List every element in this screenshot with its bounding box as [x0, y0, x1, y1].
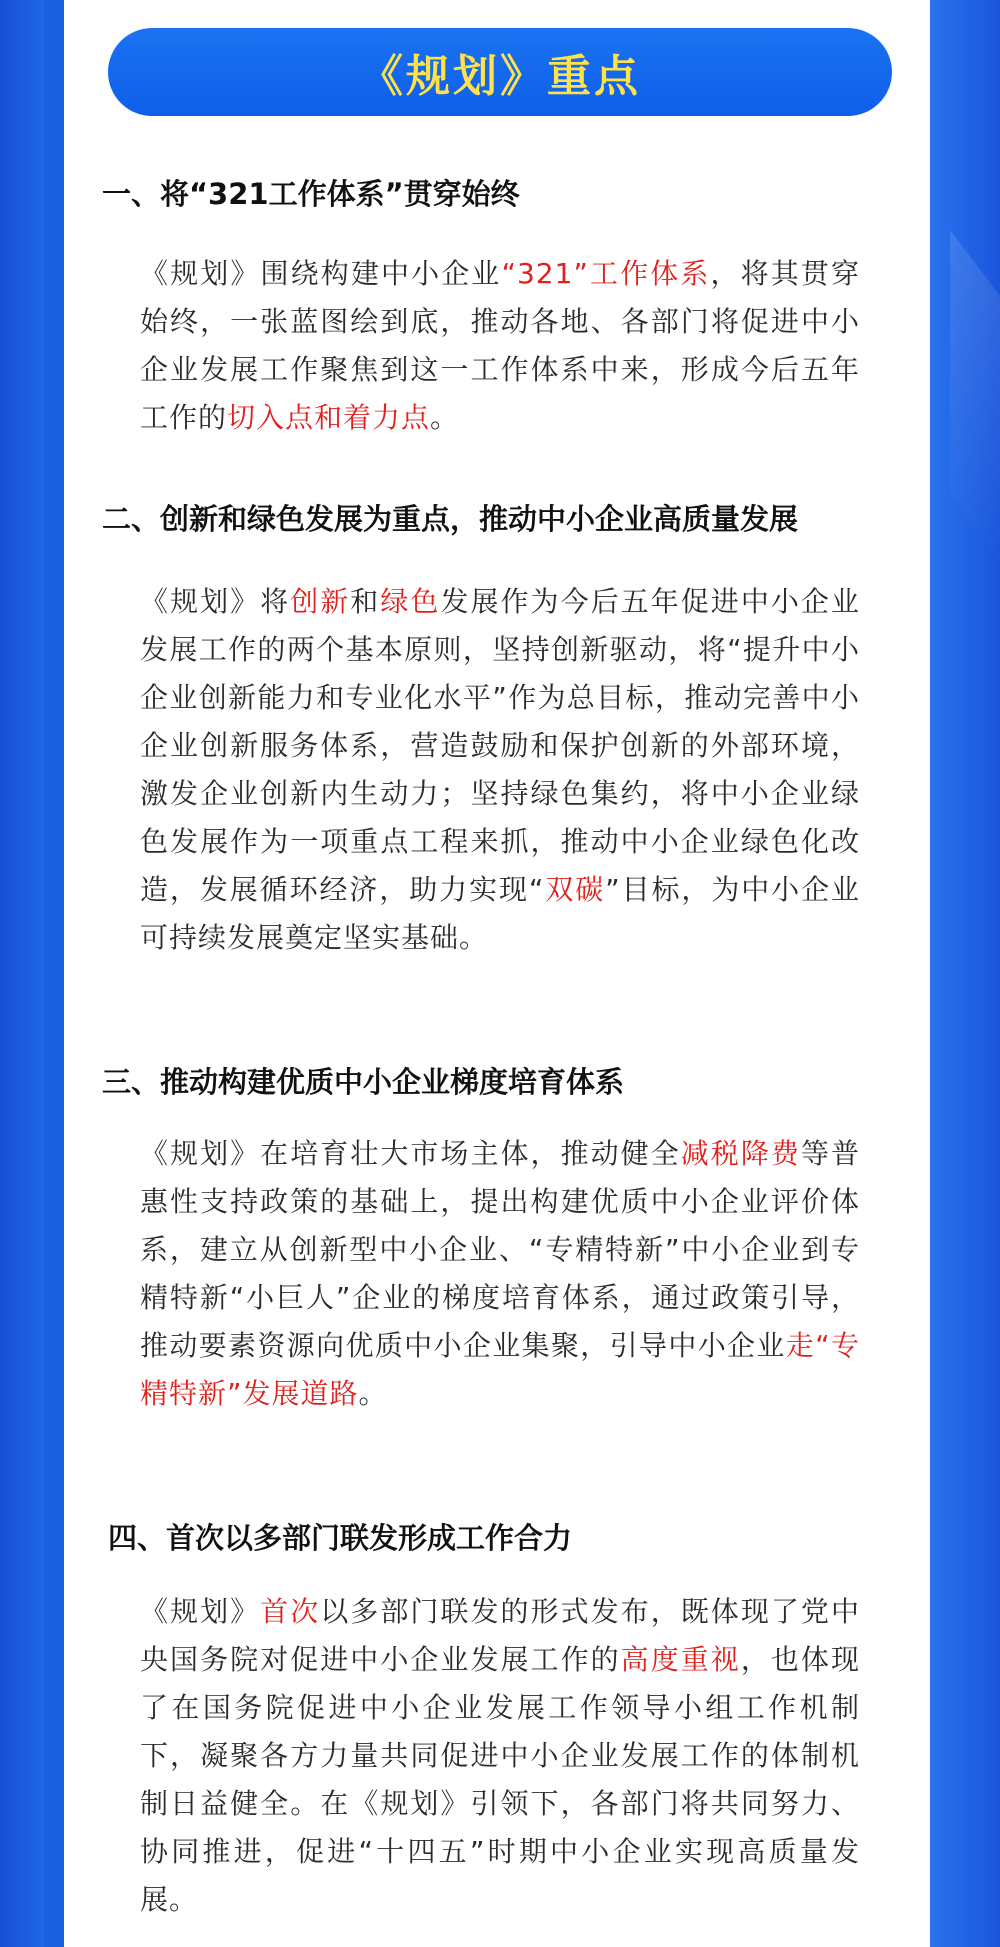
- section-3-heading: 三、推动构建优质中小企业梯度培育体系: [102, 1065, 625, 1099]
- highlight-text: 创新: [290, 585, 351, 618]
- body-text: ，也体现了在国务院促进中小企业发展工作领导小组工作机制下，凝聚各方力量共同促进中小企业发展工作的体制机制日益健全。在《规划》引领下，各部门将共同努力、协同推进，促进“十四五”时期中小企业实现高质量发展。: [140, 1643, 860, 1916]
- body-text: ”目标，为中小企业可持续发展奠定坚实基础。: [140, 873, 860, 954]
- highlight-text: 双碳: [544, 873, 606, 906]
- body-text: 《规划》: [140, 1595, 261, 1628]
- banner-title: 《规划》重点: [359, 51, 641, 102]
- highlight-text: 切入点和着力点: [227, 401, 431, 434]
- highlight-text: 首次: [260, 1595, 321, 1628]
- content-panel: [64, 0, 930, 1947]
- body-text: 以多部门联发的形式发布，既体现了党中央国务院对促进中小企业发展工作的: [140, 1595, 860, 1676]
- highlight-text: 高度重视: [620, 1643, 741, 1676]
- body-text: 《规划》在培育壮大市场主体，推动健全: [140, 1137, 681, 1170]
- body-text: ，将其贯穿始终，一张蓝图绘到底，推动各地、各部门将促进中小企业发展工作聚焦到这一工作体系中来，形成今后五年工作的: [140, 257, 860, 434]
- highlight-text: 减税降费: [680, 1137, 801, 1170]
- title-banner: [108, 28, 892, 116]
- body-text: 《规划》将: [140, 585, 291, 618]
- section-2-heading: 二、创新和绿色发展为重点，推动中小企业高质量发展: [102, 502, 799, 536]
- left-blue-band: [0, 0, 44, 1947]
- section-3-paragraph: [140, 1130, 860, 1418]
- section-4-paragraph: [140, 1588, 860, 1924]
- section-1-paragraph: [140, 250, 860, 442]
- body-text: 发展作为今后五年促进中小企业发展工作的两个基本原则，坚持创新驱动，将“提升中小企业创新能力和专业化水平”作为总目标，推动完善中小企业创新服务体系，营造鼓励和保护创新的外部环境，激发企业创新内生动力；坚持绿色集约，将中小企业绿色发展作为一项重点工程来抓，推动中小企业绿色化改造，发展循环经济，助力实现“: [140, 585, 860, 906]
- section-2-paragraph: [140, 578, 860, 962]
- body-text: 。: [430, 401, 460, 434]
- highlight-text: 绿色: [380, 585, 441, 618]
- body-text: 和: [350, 585, 381, 618]
- body-text: 等普惠性支持政策的基础上，提出构建优质中小企业评价体系，建立从创新型中小企业、“专精特新”中小企业到专精特新“小巨人”企业的梯度培育体系，通过政策引导，推动要素资源向优质中小企业集聚，引导中小企业: [140, 1137, 860, 1362]
- section-4-heading: 四、首次以多部门联发形成工作合力: [108, 1521, 573, 1555]
- section-1-heading: 一、将“321工作体系”贯穿始终: [102, 177, 520, 211]
- highlight-text: 走“专精特新”发展道路: [140, 1329, 860, 1410]
- body-text: 《规划》围绕构建中小企业: [140, 257, 502, 290]
- body-text: 。: [358, 1377, 388, 1410]
- highlight-text: “321”工作体系: [501, 257, 711, 290]
